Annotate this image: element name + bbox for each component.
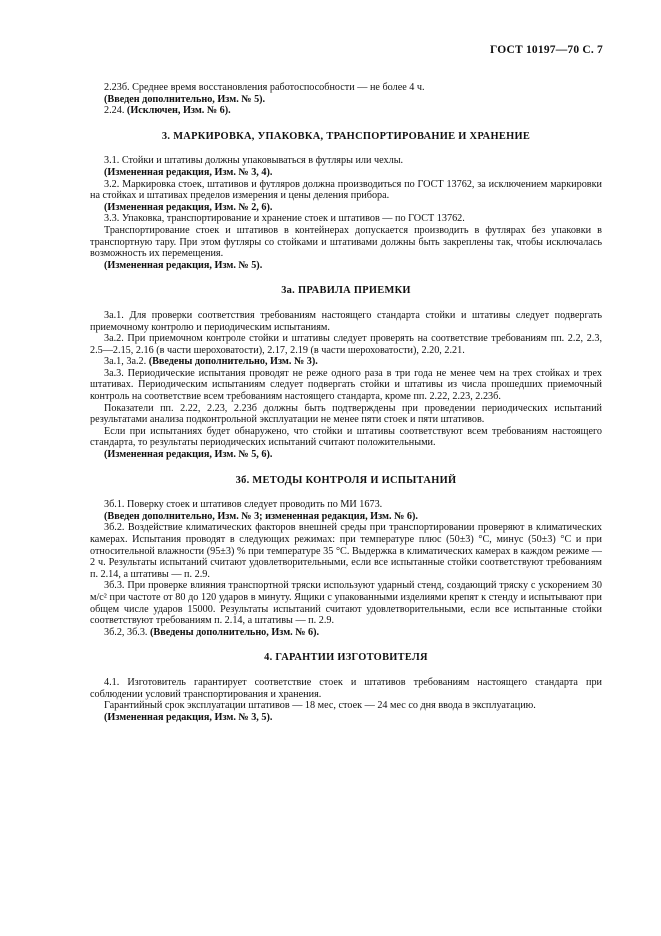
section-heading: 3. МАРКИРОВКА, УПАКОВКА, ТРАНСПОРТИРОВАНИЕ И ХРАНЕНИЕ [161, 130, 531, 142]
paragraph: Если при испытаниях будет обнаружено, что стойки и штативы соответствуют всем требованиям настоящего стандарта, то результаты периодических испытаний считают положительными. [90, 425, 602, 449]
paragraph-text: 3б.2, 3б.3. [104, 626, 151, 638]
document-body [90, 82, 602, 723]
paragraph: 3.2. Маркировка стоек, штативов и футляров должна производиться по ГОСТ 13762, за исключением маркировки на стойках и штативах пределов измерения и цены деления прибора. [90, 178, 602, 202]
section-heading: 3б. МЕТОДЫ КОНТРОЛЯ И ИСПЫТАНИЙ [235, 474, 457, 486]
amendment-note: (Введены дополнительно, Изм. № 3). [148, 356, 318, 368]
amendment-note: (Измененная редакция, Изм. № 3, 4). [104, 166, 273, 178]
paragraph: 2.23б. Среднее время восстановления работоспособности — не более 4 ч. [104, 82, 425, 93]
amendment-note: (Измененная редакция, Изм. № 5, 6). [104, 449, 273, 461]
paragraph [90, 627, 602, 639]
paragraph: 3б.3. При проверке влияния транспортной тряски используют ударный стенд, создающий тряску с ускорением 30 м/с² при частоте от 80 до 120 ударов в минуту. Ящики с упакованными изделиями крепят к стенду и испытывают при общем числе ударов 15000. Результаты испытаний считают удовлетворительными, если все испытанные стойки соответствуют требованиям п. 2.14, а штативы — п. 2.9. [90, 580, 602, 627]
paragraph: Гарантийный срок эксплуатации штативов — 18 мес, стоек — 24 мес со дня ввода в эксплуатацию. [104, 700, 536, 712]
amendment-note: (Исключен, Изм. № 6). [126, 105, 231, 117]
amendment-note: (Измененная редакция, Изм. № 2, 6). [104, 201, 273, 213]
paragraph: 3.1. Стойки и штативы должны упаковываться в футляры или чехлы. [104, 155, 404, 167]
paragraph: 4.1. Изготовитель гарантирует соответствие стоек и штативов требованиям настоящего стандарта при соблюдении условий транспортирования и хранения. [90, 676, 602, 700]
paragraph: 3а.2. При приемочном контроле стойки и штативы следует проверять на соответствие требованиям пп. 2.2, 2.3, 2.5—2.15, 2.16 (в части шероховатости), 2.17, 2.19 (в части шероховатости), 2.20, 2.21. [90, 333, 602, 356]
paragraph: 3.3. Упаковка, транспортирование и хранение стоек и штативов — по ГОСТ 13762. [104, 213, 465, 225]
section-heading: 3а. ПРАВИЛА ПРИЕМКИ [281, 285, 411, 297]
amendment-note: (Введен дополнительно, Изм. № 3; измененная редакция, Изм. № 6). [104, 510, 418, 522]
paragraph: 3б.2. Воздействие климатических факторов внешней среды при транспортировании проверяют в климатических камерах. Испытания проводят в следующих режимах: при температуре плюс (50±3) °С, минус (50±3) °С и при относительной влажности (95±3) % при температуре 35 °С. Выдержка в климатических камерах в каждом режиме — 2 ч. Результаты испытаний считают удовлетворительными, если все испытанные стойки соответствуют требованиям п. 2.14, а штативы — п. 2.9. [90, 522, 602, 580]
section-heading: 4. ГАРАНТИИ ИЗГОТОВИТЕЛЯ [264, 652, 428, 664]
amendment-note: (Введен дополнительно, Изм. № 5). [104, 93, 266, 105]
page-header: ГОСТ 10197—70 С. 7 [490, 44, 603, 56]
paragraph [90, 105, 602, 117]
paragraph-text: 2.24. [104, 105, 127, 117]
amendment-note: (Измененная редакция, Изм. № 5). [104, 259, 263, 271]
paragraph: 3а.1. Для проверки соответствия требованиям настоящего стандарта стойки и штативы следует подвергать приемочному контролю и периодическим испытаниям. [90, 309, 602, 333]
paragraph: 3б.1. Поверку стоек и штативов следует проводить по МИ 1673. [104, 499, 383, 511]
amendment-note: (Введены дополнительно, Изм. № 6). [150, 626, 320, 638]
paragraph: 3а.3. Периодические испытания проводят не реже одного раза в три года не менее чем на трех стойках и трех штативах. Периодическим испытаниям следует подвергать стойки и штативы из числа прошедших приемочный контроль на соответствие всем требованиям настоящего стандарта, кроме пп. 2.22, 2.23, 2.23б. [90, 367, 602, 403]
paragraph: Показатели пп. 2.22, 2.23, 2.23б должны быть подтверждены при проведении периодических испытаний результатами анализа подконтрольной эксплуатации не менее пяти стоек и пяти штативов. [90, 402, 602, 426]
amendment-note: (Измененная редакция, Изм. № 3, 5). [104, 711, 273, 723]
paragraph [90, 356, 602, 368]
paragraph: Транспортирование стоек и штативов в контейнерах допускается производить в футлярах без упаковки в транспортную тару. При этом футляры со стойками и штативами должны быть закреплены так, чтобы исключалась возможность их перемещения. [90, 224, 602, 260]
paragraph-text: 3а.1, 3а.2. [104, 356, 149, 368]
